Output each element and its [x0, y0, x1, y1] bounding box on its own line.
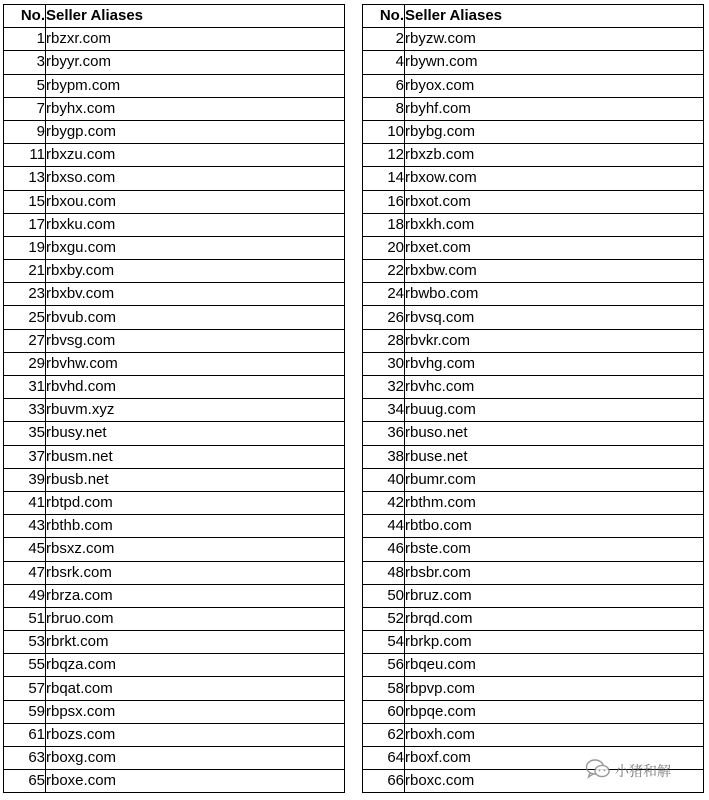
table-row [4, 491, 345, 514]
table-row [4, 654, 345, 677]
table-row [4, 260, 345, 283]
row-number: 7 [4, 97, 46, 120]
table-row [363, 468, 704, 491]
row-number: 4 [363, 51, 405, 74]
seller-alias-domain: rbyhx.com [46, 97, 345, 120]
row-number: 17 [4, 213, 46, 236]
table-row [363, 607, 704, 630]
column-header-no: No. [4, 5, 46, 28]
table-row [4, 700, 345, 723]
seller-alias-domain: rbqza.com [46, 654, 345, 677]
seller-alias-domain: rbxbw.com [405, 260, 704, 283]
table-row [4, 631, 345, 654]
table-row [4, 376, 345, 399]
seller-alias-domain: rbxku.com [46, 213, 345, 236]
row-number: 40 [363, 468, 405, 491]
seller-alias-domain: rbthb.com [46, 515, 345, 538]
row-number: 51 [4, 607, 46, 630]
table-row [4, 190, 345, 213]
table-row [363, 584, 704, 607]
row-number: 41 [4, 491, 46, 514]
watermark-text: 小猪和解 [615, 764, 671, 780]
row-number: 16 [363, 190, 405, 213]
table-row [363, 144, 704, 167]
row-number: 34 [363, 399, 405, 422]
seller-alias-domain: rbxzu.com [46, 144, 345, 167]
seller-aliases-table-left [3, 4, 345, 793]
table-row [4, 97, 345, 120]
seller-alias-domain: rbvkr.com [405, 329, 704, 352]
table-row [4, 747, 345, 770]
seller-alias-domain: rbygp.com [46, 120, 345, 143]
row-number: 37 [4, 445, 46, 468]
seller-alias-domain: rbzxr.com [46, 28, 345, 51]
table-row [363, 399, 704, 422]
seller-alias-domain: rbvhw.com [46, 352, 345, 375]
table-row [363, 167, 704, 190]
table-row [363, 283, 704, 306]
table-row [363, 329, 704, 352]
row-number: 64 [363, 747, 405, 770]
seller-alias-domain: rbxot.com [405, 190, 704, 213]
seller-alias-domain: rbxkh.com [405, 213, 704, 236]
seller-alias-domain: rbxou.com [46, 190, 345, 213]
seller-alias-domain: rbxet.com [405, 236, 704, 259]
row-number: 55 [4, 654, 46, 677]
table-row [4, 422, 345, 445]
row-number: 30 [363, 352, 405, 375]
row-number: 29 [4, 352, 46, 375]
table-row [363, 213, 704, 236]
table-row [363, 352, 704, 375]
row-number: 15 [4, 190, 46, 213]
row-number: 9 [4, 120, 46, 143]
seller-alias-domain: rbxgu.com [46, 236, 345, 259]
row-number: 22 [363, 260, 405, 283]
seller-alias-domain: rboxe.com [46, 770, 345, 793]
table-row [4, 607, 345, 630]
row-number: 31 [4, 376, 46, 399]
table-row [363, 236, 704, 259]
row-number: 14 [363, 167, 405, 190]
row-number: 44 [363, 515, 405, 538]
row-number: 66 [363, 770, 405, 793]
seller-alias-domain: rbybg.com [405, 120, 704, 143]
row-number: 43 [4, 515, 46, 538]
row-number: 27 [4, 329, 46, 352]
column-header-no: No. [363, 5, 405, 28]
row-number: 57 [4, 677, 46, 700]
seller-alias-domain: rbyox.com [405, 74, 704, 97]
seller-alias-domain: rbvub.com [46, 306, 345, 329]
seller-alias-domain: rbyzw.com [405, 28, 704, 51]
seller-alias-domain: rbsxz.com [46, 538, 345, 561]
table-row [4, 167, 345, 190]
seller-alias-domain: rbumr.com [405, 468, 704, 491]
seller-alias-domain: rbrza.com [46, 584, 345, 607]
row-number: 54 [363, 631, 405, 654]
table-header-row [363, 5, 704, 28]
table-row [4, 283, 345, 306]
seller-alias-domain: rbruz.com [405, 584, 704, 607]
seller-alias-domain: rbxbv.com [46, 283, 345, 306]
row-number: 61 [4, 723, 46, 746]
table-row [363, 561, 704, 584]
seller-alias-domain: rbtbo.com [405, 515, 704, 538]
seller-alias-domain: rbruo.com [46, 607, 345, 630]
seller-alias-domain: rbuvm.xyz [46, 399, 345, 422]
seller-alias-domain: rbusb.net [46, 468, 345, 491]
table-row [4, 213, 345, 236]
row-number: 48 [363, 561, 405, 584]
table-row [363, 515, 704, 538]
row-number: 25 [4, 306, 46, 329]
seller-alias-domain: rbrqd.com [405, 607, 704, 630]
table-row [363, 97, 704, 120]
row-number: 50 [363, 584, 405, 607]
row-number: 59 [4, 700, 46, 723]
row-number: 13 [4, 167, 46, 190]
table-row [363, 376, 704, 399]
seller-alias-domain: rbusy.net [46, 422, 345, 445]
row-number: 45 [4, 538, 46, 561]
seller-alias-domain: rbrkp.com [405, 631, 704, 654]
table-row [4, 352, 345, 375]
row-number: 2 [363, 28, 405, 51]
seller-alias-domain: rbpsx.com [46, 700, 345, 723]
table-row [4, 677, 345, 700]
table-row [4, 399, 345, 422]
row-number: 11 [4, 144, 46, 167]
seller-alias-domain: rbqeu.com [405, 654, 704, 677]
row-number: 10 [363, 120, 405, 143]
seller-alias-domain: rbxby.com [46, 260, 345, 283]
seller-alias-domain: rbste.com [405, 538, 704, 561]
seller-alias-domain: rbvsg.com [46, 329, 345, 352]
seller-alias-domain: rbvhc.com [405, 376, 704, 399]
row-number: 38 [363, 445, 405, 468]
table-row [363, 723, 704, 746]
table-row [4, 468, 345, 491]
row-number: 26 [363, 306, 405, 329]
row-number: 46 [363, 538, 405, 561]
seller-alias-domain: rbxso.com [46, 167, 345, 190]
row-number: 62 [363, 723, 405, 746]
table-row [4, 723, 345, 746]
row-number: 32 [363, 376, 405, 399]
seller-alias-domain: rbuug.com [405, 399, 704, 422]
seller-alias-domain: rbuse.net [405, 445, 704, 468]
table-row [363, 190, 704, 213]
table-row [4, 445, 345, 468]
table-row [363, 422, 704, 445]
table-row [4, 515, 345, 538]
table-row [363, 306, 704, 329]
seller-alias-domain: rbxow.com [405, 167, 704, 190]
seller-alias-domain: rbrkt.com [46, 631, 345, 654]
table-row [4, 51, 345, 74]
column-header-seller-aliases: Seller Aliases [46, 5, 345, 28]
row-number: 20 [363, 236, 405, 259]
row-number: 53 [4, 631, 46, 654]
watermark [585, 758, 697, 784]
row-number: 58 [363, 677, 405, 700]
row-number: 33 [4, 399, 46, 422]
seller-alias-domain: rbyyr.com [46, 51, 345, 74]
row-number: 36 [363, 422, 405, 445]
row-number: 19 [4, 236, 46, 259]
seller-alias-domain: rbyhf.com [405, 97, 704, 120]
seller-alias-domain: rbuso.net [405, 422, 704, 445]
row-number: 39 [4, 468, 46, 491]
table-row [363, 538, 704, 561]
row-number: 60 [363, 700, 405, 723]
row-number: 21 [4, 260, 46, 283]
row-number: 8 [363, 97, 405, 120]
row-number: 52 [363, 607, 405, 630]
table-row [363, 120, 704, 143]
seller-alias-domain: rbpvp.com [405, 677, 704, 700]
table-row [363, 28, 704, 51]
seller-alias-domain: rbvhg.com [405, 352, 704, 375]
seller-alias-domain: rbvhd.com [46, 376, 345, 399]
row-number: 35 [4, 422, 46, 445]
row-number: 47 [4, 561, 46, 584]
table-row [4, 538, 345, 561]
table-row [4, 144, 345, 167]
row-number: 56 [363, 654, 405, 677]
seller-alias-domain: rbpqe.com [405, 700, 704, 723]
table-row [363, 631, 704, 654]
row-number: 42 [363, 491, 405, 514]
table-row [363, 700, 704, 723]
row-number: 49 [4, 584, 46, 607]
seller-aliases-table-right [362, 4, 704, 793]
column-header-seller-aliases: Seller Aliases [405, 5, 704, 28]
seller-alias-domain: rbypm.com [46, 74, 345, 97]
table-row [4, 329, 345, 352]
row-number: 63 [4, 747, 46, 770]
table-header-row [4, 5, 345, 28]
row-number: 3 [4, 51, 46, 74]
table-row [363, 74, 704, 97]
table-row [4, 236, 345, 259]
table-row [4, 120, 345, 143]
table-row [4, 584, 345, 607]
table-row [363, 677, 704, 700]
seller-alias-domain: rbthm.com [405, 491, 704, 514]
table-row [363, 260, 704, 283]
seller-alias-domain: rboxf.com [405, 747, 704, 770]
table-row [4, 770, 345, 793]
wechat-bubble-icon [585, 758, 611, 785]
table-row [4, 561, 345, 584]
seller-alias-domain: rbwbo.com [405, 283, 704, 306]
table-row [363, 445, 704, 468]
seller-alias-domain: rboxg.com [46, 747, 345, 770]
row-number: 12 [363, 144, 405, 167]
row-number: 5 [4, 74, 46, 97]
row-number: 28 [363, 329, 405, 352]
table-row [4, 306, 345, 329]
seller-alias-domain: rbusm.net [46, 445, 345, 468]
seller-alias-domain: rboxh.com [405, 723, 704, 746]
seller-alias-domain: rbywn.com [405, 51, 704, 74]
seller-alias-domain: rbozs.com [46, 723, 345, 746]
row-number: 1 [4, 28, 46, 51]
seller-alias-domain: rbxzb.com [405, 144, 704, 167]
table-row [363, 51, 704, 74]
seller-alias-domain: rbqat.com [46, 677, 345, 700]
seller-alias-domain: rboxc.com [405, 770, 704, 793]
seller-alias-domain: rbsbr.com [405, 561, 704, 584]
seller-alias-domain: rbvsq.com [405, 306, 704, 329]
row-number: 65 [4, 770, 46, 793]
table-row [4, 28, 345, 51]
table-row [363, 491, 704, 514]
table-row [363, 654, 704, 677]
table-row [4, 74, 345, 97]
row-number: 24 [363, 283, 405, 306]
row-number: 18 [363, 213, 405, 236]
seller-alias-domain: rbtpd.com [46, 491, 345, 514]
seller-alias-domain: rbsrk.com [46, 561, 345, 584]
row-number: 23 [4, 283, 46, 306]
row-number: 6 [363, 74, 405, 97]
